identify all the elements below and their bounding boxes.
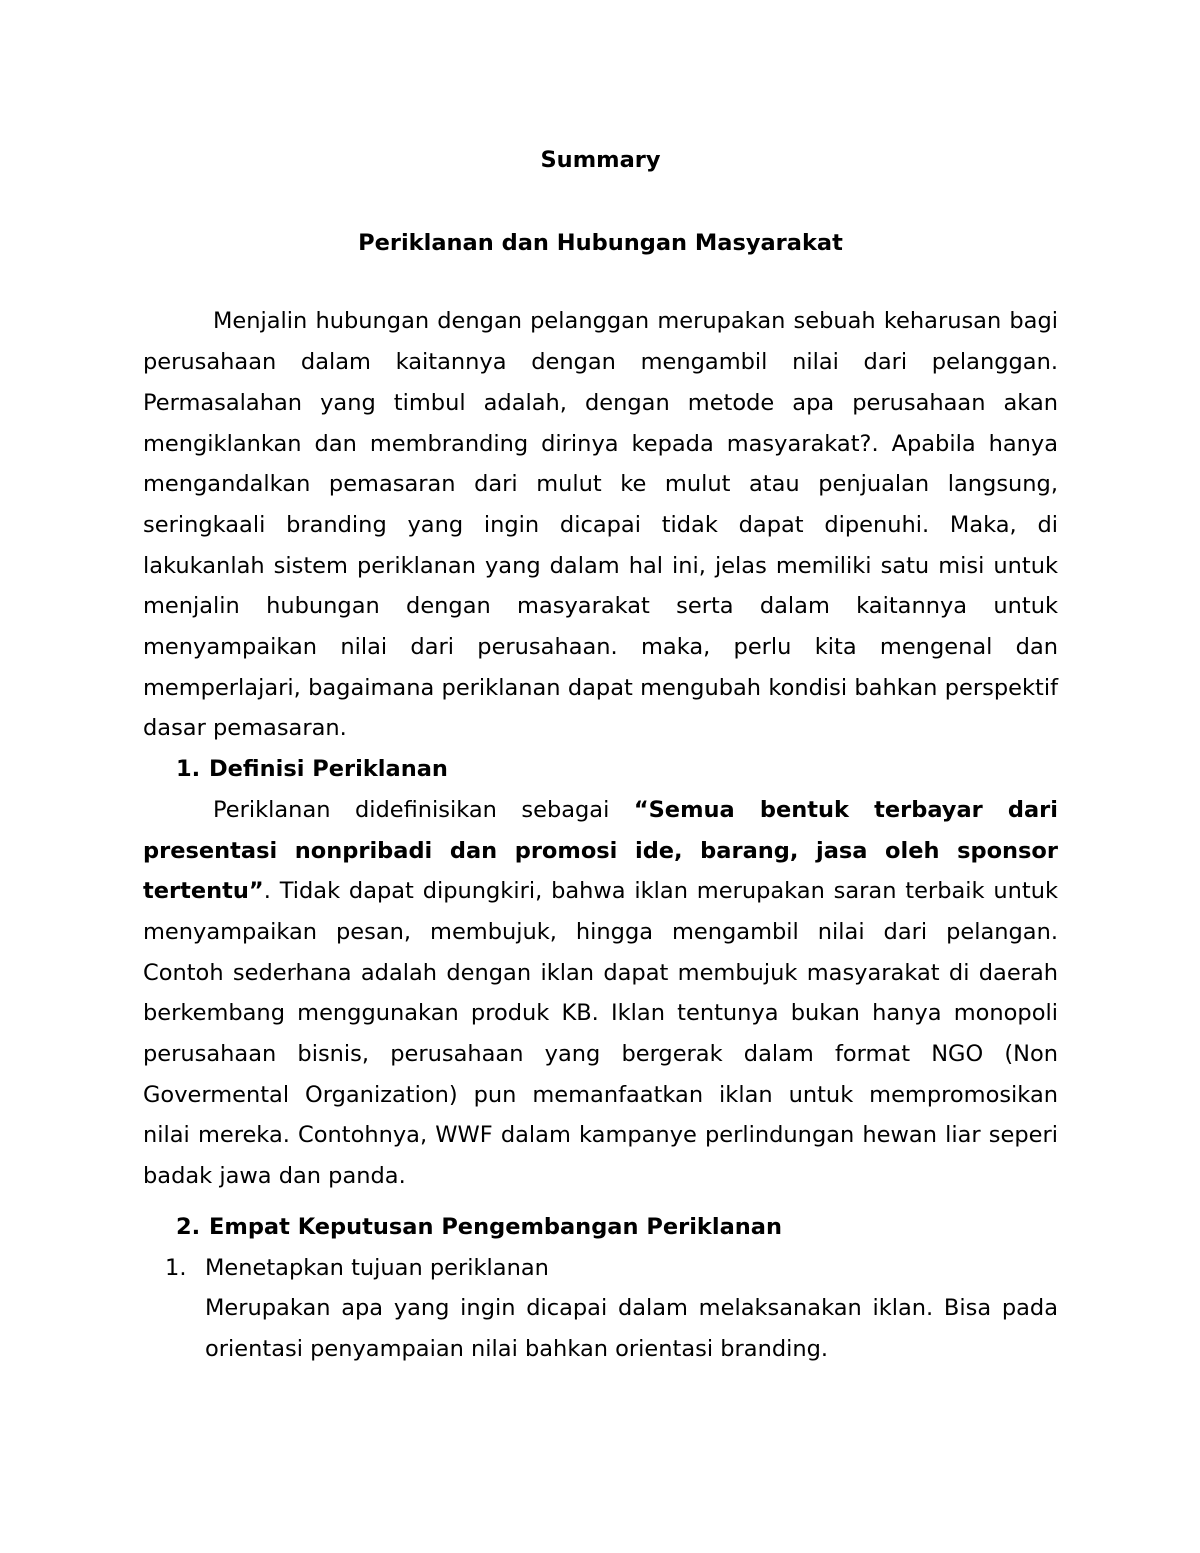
section-heading-text: Empat Keputusan Pengembangan Periklanan: [209, 1213, 782, 1240]
document-page: [143, 140, 1058, 1370]
document-subtitle: Periklanan dan Hubungan Masyarakat: [358, 229, 843, 256]
section-number: 2.: [176, 1213, 201, 1240]
section-heading-keputusan: [143, 1207, 1058, 1248]
list-item-body: Merupakan apa yang ingin dicapai dalam melaksanakan iklan. Bisa pada orientasi penyampaian nilai bahkan orientasi branding.: [205, 1295, 1058, 1362]
definisi-rest: . Tidak dapat dipungkiri, bahwa iklan merupakan saran terbaik untuk menyampaikan pesan, membujuk, hingga mengambil nilai dari pelangan. Contoh sederhana adalah dengan iklan dapat membujuk masyarakat di daerah berkembang menggunakan produk KB. Iklan tentunya bukan hanya monopoli perusahaan bisnis, perusahaan yang bergerak dalam format NGO (Non Govermental Organization) pun memanfaatkan iklan untuk mempromosikan nilai mereka. Contohnya, WWF dalam kampanye perlindungan hewan liar seperi badak jawa dan panda.: [143, 878, 1058, 1190]
keputusan-list: [143, 1248, 1058, 1370]
definisi-paragraph: [143, 790, 1058, 1197]
list-item-number: 1.: [165, 1254, 187, 1281]
definisi-lead: Periklanan didefinisikan sebagai: [213, 796, 634, 823]
list-item-title: Menetapkan tujuan periklanan: [205, 1254, 549, 1281]
definisi-quote: “Semua bentuk terbayar dari presentasi nonpribadi dan promosi ide, barang, jasa oleh sponsor tertentu”: [143, 796, 1058, 905]
list-item: [143, 1248, 1058, 1289]
section-number: 1.: [176, 756, 201, 783]
section-heading-text: Definisi Periklanan: [209, 756, 448, 783]
intro-paragraph: Menjalin hubungan dengan pelanggan merupakan sebuah keharusan bagi perusahaan dalam kaitannya dengan mengambil nilai dari pelanggan. Permasalahan yang timbul adalah, dengan metode apa perusahaan akan mengiklankan dan membranding dirinya kepada masyarakat?. Apabila hanya mengandalkan pemasaran dari mulut ke mulut atau penjualan langsung, seringkaali branding yang ingin dicapai tidak dapat dipenuhi. Maka, di lakukanlah sistem periklanan yang dalam hal ini, jelas memiliki satu misi untuk menjalin hubungan dengan masyarakat serta dalam kaitannya untuk menyampaikan nilai dari perusahaan. maka, perlu kita mengenal dan memperlajari, bagaimana periklanan dapat mengubah kondisi bahkan perspektif dasar pemasaran.: [143, 308, 1058, 742]
document-title: Summary: [540, 147, 661, 173]
section-heading-definisi: [143, 749, 1058, 790]
